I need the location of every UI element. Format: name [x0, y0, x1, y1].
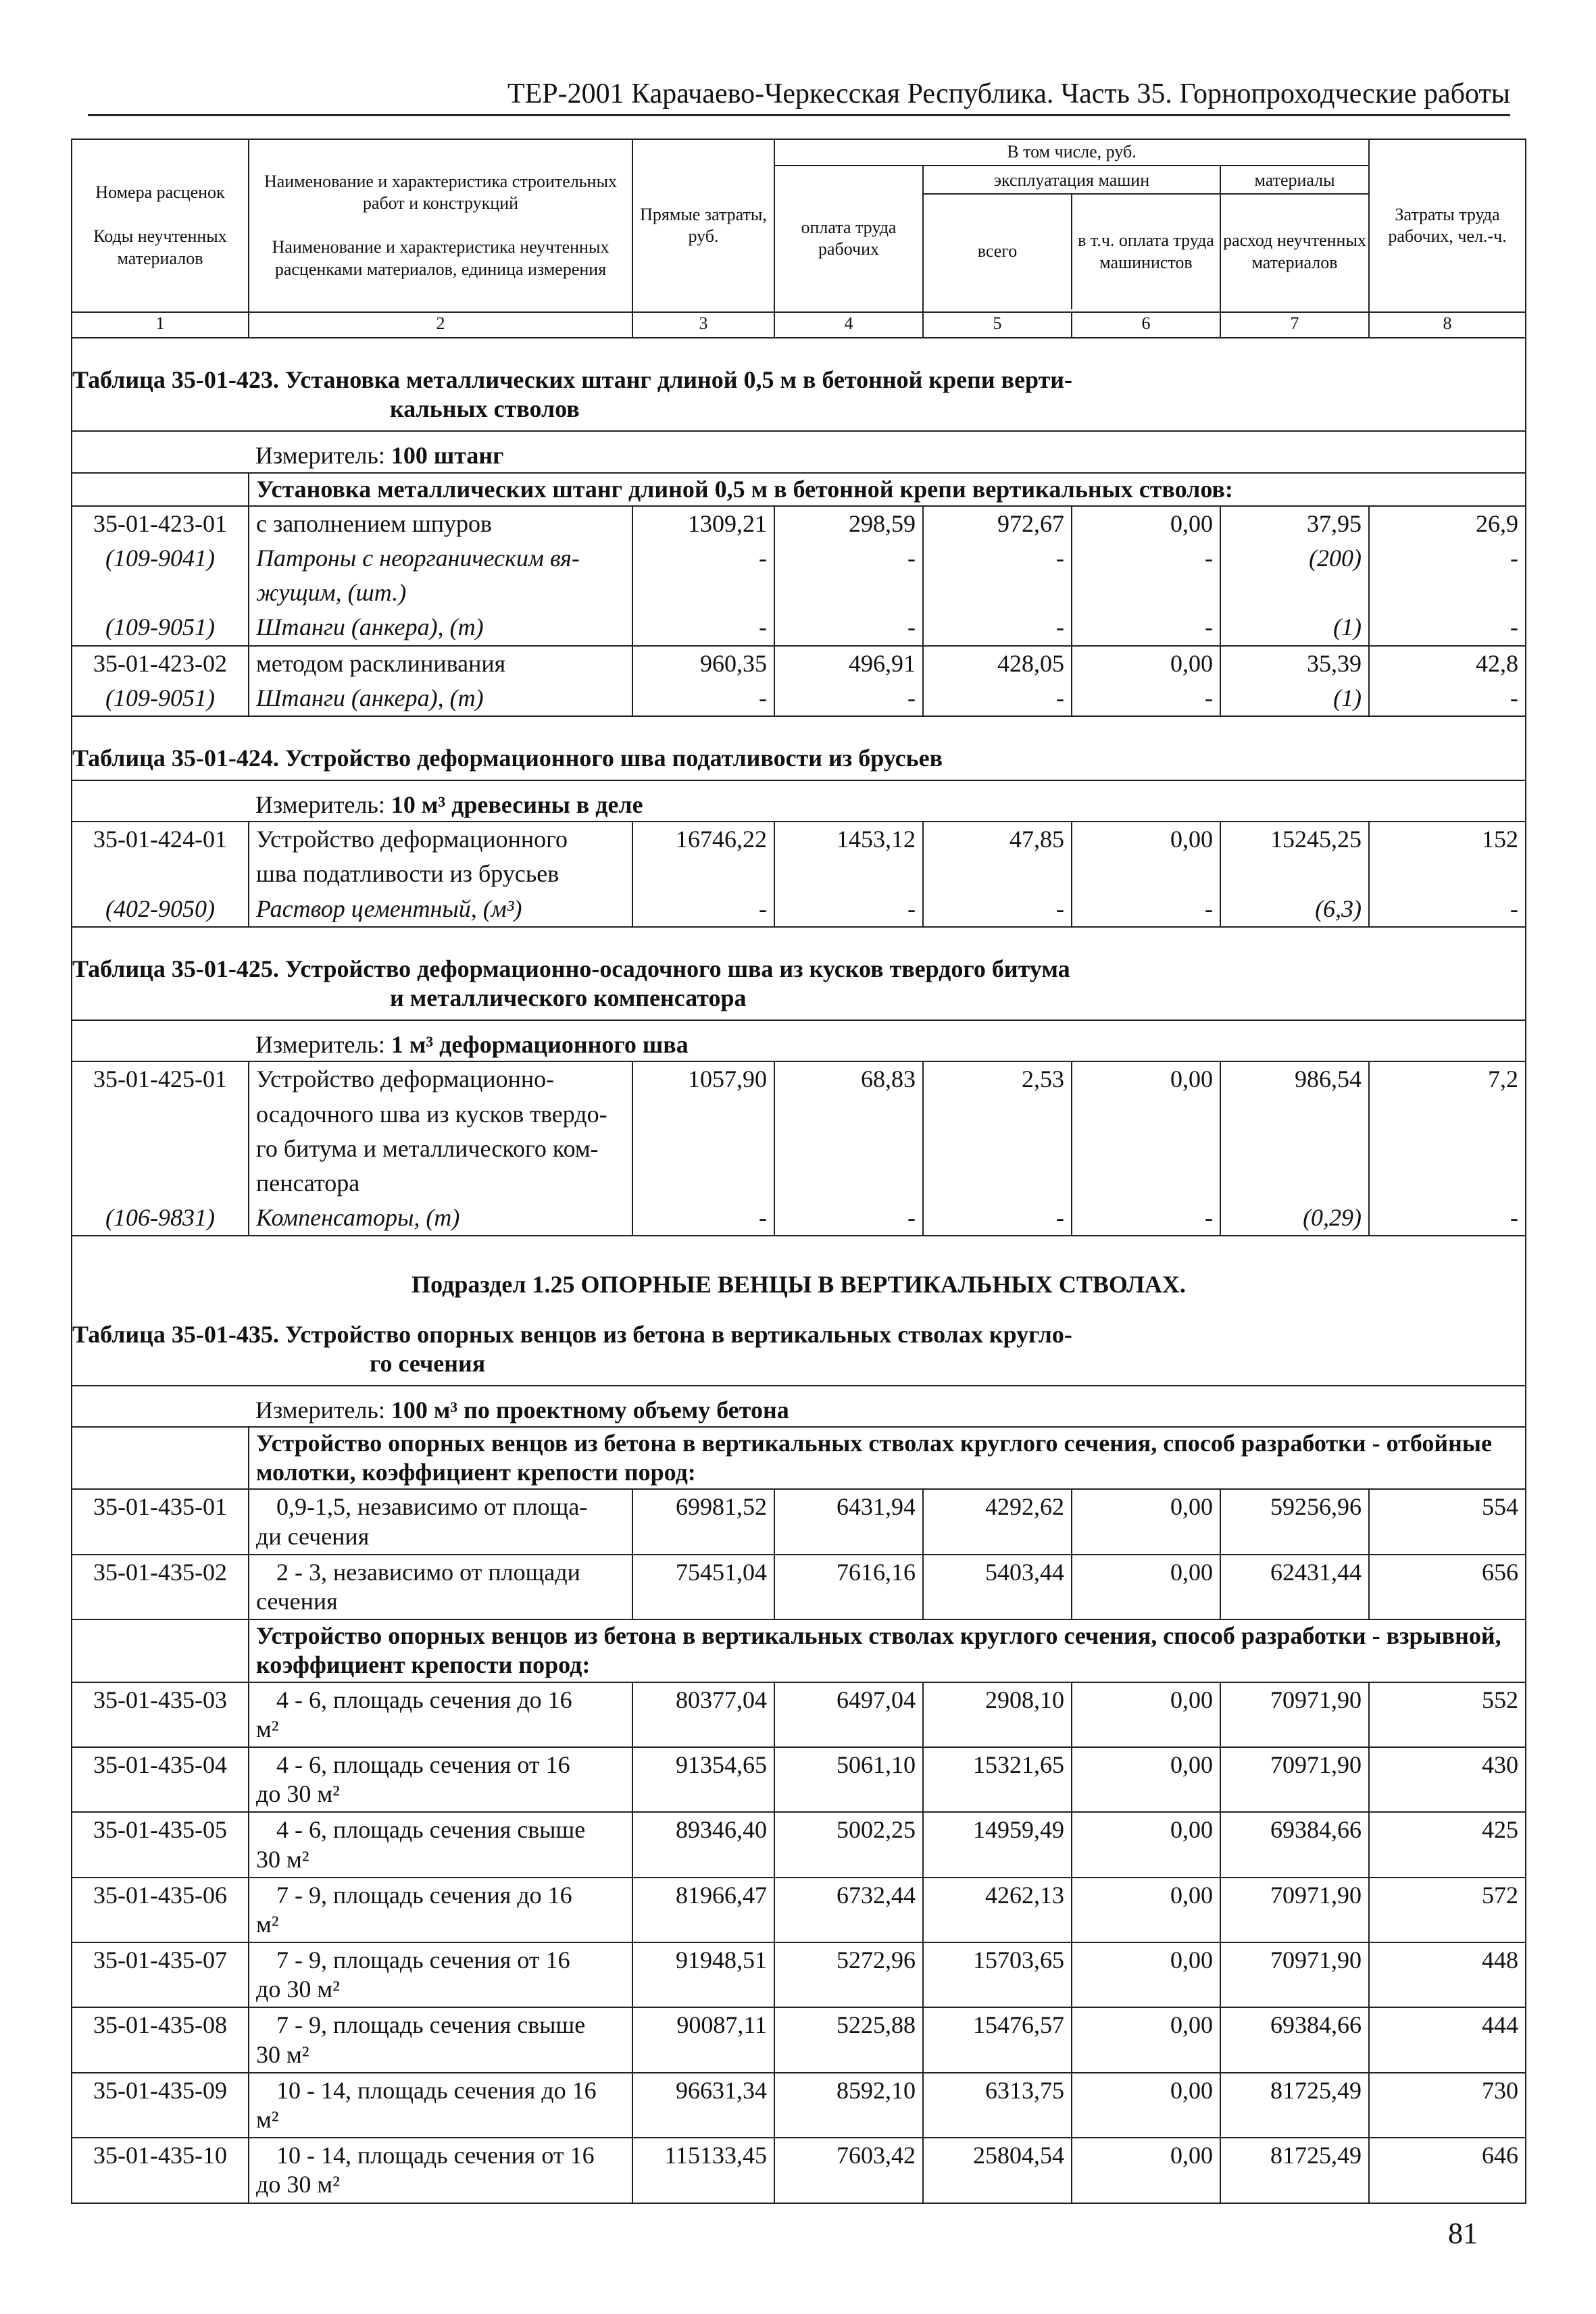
table-435-section-1: Устройство опорных венцов из бетона в вертикальных стволах круглого сечения, способ разработки - отбойные молотки, коэффициент крепости пород: [249, 1427, 1526, 1489]
row-value: 90087,11 [632, 2007, 774, 2072]
row-name: 7 - 9, площадь сечения от 16 до 30 м² [249, 1942, 632, 2007]
hdr-mat-exp: расход неучтенных материалов [1223, 230, 1366, 272]
hdr-incl: В том числе, руб. [774, 139, 1369, 166]
row-value: 4292,62 [923, 1489, 1072, 1554]
rates-table [71, 139, 1526, 2204]
row-value: 552 [1369, 1682, 1526, 1747]
table-row: (109-9051) Штанги (анкера), (т) - - - - (1) - [72, 610, 1526, 645]
row-value: 70971,90 [1220, 1747, 1369, 1812]
row-value: 0,00 [1072, 1555, 1220, 1619]
row-value: 15321,65 [923, 1747, 1072, 1812]
table-row: 35-01-423-01 с заполнением шпуров 1309,21 298,59 972,67 0,00 37,95 26,9 [72, 506, 1526, 541]
table-row: шва податливости из брусьев [72, 857, 1526, 891]
row-value: 5272,96 [774, 1942, 923, 2007]
row-name: 2 - 3, независимо от площади сечения [249, 1555, 632, 1619]
hdr-mach-wage: в т.ч. оплата труда машинистов [1078, 230, 1214, 272]
row-value: 7603,42 [774, 2138, 923, 2203]
table-row [72, 1747, 1526, 1812]
row-value: 5403,44 [923, 1555, 1072, 1619]
row-value: 0,00 [1072, 1682, 1220, 1747]
row-value: 554 [1369, 1489, 1526, 1554]
table-423-title: Таблица 35-01-423. Установка металлических штанг длиной 0,5 м в бетонной крепи верти- кальных стволов [72, 338, 1526, 431]
row-name: 4 - 6, площадь сечения до 16 м² [249, 1682, 632, 1747]
row-value: 89346,40 [632, 1812, 774, 1877]
row-value: 0,00 [1072, 2007, 1220, 2072]
row-value: 0,00 [1072, 2138, 1220, 2203]
table-row [72, 1682, 1526, 1747]
table-row: (106-9831) Компенсаторы, (т) - - - - (0,29) - [72, 1201, 1526, 1236]
row-value: 69384,66 [1220, 2007, 1369, 2072]
row-value: 69384,66 [1220, 1812, 1369, 1877]
row-value: 14959,49 [923, 1812, 1072, 1877]
row-code: 35-01-435-07 [72, 1942, 249, 2007]
row-code: 35-01-435-06 [72, 1878, 249, 1942]
row-code: 35-01-435-02 [72, 1555, 249, 1619]
hdr-labor: Затраты труда рабочих, чел.-ч. [1369, 139, 1526, 312]
row-value: 0,00 [1072, 2073, 1220, 2138]
table-row [72, 1489, 1526, 1554]
subsection-title: Подраздел 1.25 ОПОРНЫЕ ВЕНЦЫ В ВЕРТИКАЛЬНЫХ СТВОЛАХ. [72, 1236, 1526, 1313]
page-header: ТЕР-2001 Карачаево-Черкесская Республика. Часть 35. Горнопроходческие работы [88, 78, 1510, 116]
row-name: 4 - 6, площадь сечения свыше 30 м² [249, 1812, 632, 1877]
row-name: 0,9-1,5, независимо от площа- ди сечения [249, 1489, 632, 1554]
row-value: 91948,51 [632, 1942, 774, 2007]
row-name: 4 - 6, площадь сечения от 16 до 30 м² [249, 1747, 632, 1812]
hdr-codes: Номера расценок Коды неучтенных материалов [72, 139, 249, 312]
row-value: 81966,47 [632, 1878, 774, 1942]
column-numbers-row: 1 2 3 4 5 6 7 8 [72, 312, 1526, 338]
row-value: 70971,90 [1220, 1942, 1369, 2007]
row-value: 6313,75 [923, 2073, 1072, 2138]
row-value: 572 [1369, 1878, 1526, 1942]
hdr-direct: Прямые затраты, руб. [632, 139, 774, 312]
table-row: осадочного шва из кусков твердо- [72, 1097, 1526, 1132]
row-code: 35-01-435-04 [72, 1747, 249, 1812]
row-code: 35-01-435-05 [72, 1812, 249, 1877]
row-value: 62431,44 [1220, 1555, 1369, 1619]
row-value: 2908,10 [923, 1682, 1072, 1747]
row-value: 6732,44 [774, 1878, 923, 1942]
row-value: 430 [1369, 1747, 1526, 1812]
row-value: 6431,94 [774, 1489, 923, 1554]
row-value: 96631,34 [632, 2073, 774, 2138]
row-value: 7616,16 [774, 1555, 923, 1619]
table-435-title: Таблица 35-01-435. Устройство опорных венцов из бетона в вертикальных стволах кругло- го сечения [72, 1313, 1526, 1386]
row-value: 656 [1369, 1555, 1526, 1619]
table-row [72, 2007, 1526, 2072]
table-435-measure: Измеритель: 100 м³ по проектному объему бетона [249, 1386, 1526, 1427]
row-value: 0,00 [1072, 1942, 1220, 2007]
row-name: 10 - 14, площадь сечения до 16 м² [249, 2073, 632, 2138]
table-row [72, 1555, 1526, 1619]
table-row [72, 1878, 1526, 1942]
row-value: 6497,04 [774, 1682, 923, 1747]
table-435-section-2: Устройство опорных венцов из бетона в вертикальных стволах круглого сечения, способ разработки - взрывной, коэффициент крепости пород: [249, 1619, 1526, 1682]
row-value: 70971,90 [1220, 1878, 1369, 1942]
table-row: (402-9050) Раствор цементный, (м³) - - - - (6,3) - [72, 892, 1526, 927]
row-value: 0,00 [1072, 1812, 1220, 1877]
table-424-title: Таблица 35-01-424. Устройство деформационного шва податливости из брусьев [72, 716, 1526, 780]
row-code: 35-01-435-03 [72, 1682, 249, 1747]
table-425-measure: Измеритель: 1 м³ деформационного шва [249, 1020, 1526, 1061]
table-row: 35-01-423-02 методом расклинивания 960,35 496,91 428,05 0,00 35,39 42,8 [72, 646, 1526, 681]
row-code: 35-01-435-01 [72, 1489, 249, 1554]
hdr-materials: материалы [1221, 168, 1368, 195]
hdr-mach-total: всего [924, 195, 1072, 309]
row-code: 35-01-435-08 [72, 2007, 249, 2072]
row-value: 81725,49 [1220, 2138, 1369, 2203]
row-value: 444 [1369, 2007, 1526, 2072]
table-row: (109-9051) Штанги (анкера), (т) - - - - (1) - [72, 681, 1526, 716]
table-row: го битума и металлического ком- [72, 1132, 1526, 1166]
row-code: 35-01-435-10 [72, 2138, 249, 2203]
row-value: 15703,65 [923, 1942, 1072, 2007]
table-row [72, 1942, 1526, 2007]
table-row: 35-01-424-01 Устройство деформационного 16746,22 1453,12 47,85 0,00 15245,25 152 [72, 822, 1526, 857]
table-row: пенсатора [72, 1166, 1526, 1201]
row-value: 91354,65 [632, 1747, 774, 1812]
row-value: 730 [1369, 2073, 1526, 2138]
row-code: 35-01-435-09 [72, 2073, 249, 2138]
table-row: жущим, (шт.) [72, 576, 1526, 610]
row-name: 7 - 9, площадь сечения до 16 м² [249, 1878, 632, 1942]
row-value: 5002,25 [774, 1812, 923, 1877]
row-value: 448 [1369, 1942, 1526, 2007]
row-value: 8592,10 [774, 2073, 923, 2138]
table-423-section: Установка металлических штанг длиной 0,5 м в бетонной крепи вертикальных стволов: [249, 473, 1526, 506]
row-value: 4262,13 [923, 1878, 1072, 1942]
hdr-machines: эксплуатация машин [924, 168, 1220, 195]
row-value: 81725,49 [1220, 2073, 1369, 2138]
row-value: 5061,10 [774, 1747, 923, 1812]
row-value: 646 [1369, 2138, 1526, 2203]
header-row-1 [72, 139, 1526, 166]
hdr-names: Наименование и характеристика строительных работ и конструкций Наименование и характеристика неучтенных расценками материалов, единица измерения [249, 139, 632, 312]
page-number: 81 [1448, 2217, 1478, 2250]
row-value: 0,00 [1072, 1878, 1220, 1942]
table-row: (109-9041) Патроны с неорганическим вя- - - - - (200) - [72, 541, 1526, 576]
row-value: 80377,04 [632, 1682, 774, 1747]
table-row [72, 2138, 1526, 2203]
row-value: 15476,57 [923, 2007, 1072, 2072]
table-row [72, 1812, 1526, 1877]
table-425-title: Таблица 35-01-425. Устройство деформационно-осадочного шва из кусков твердого битума и металлического компенсатора [72, 927, 1526, 1020]
row-value: 0,00 [1072, 1489, 1220, 1554]
table-424-measure: Измеритель: 10 м³ древесины в деле [249, 780, 1526, 822]
row-value: 75451,04 [632, 1555, 774, 1619]
row-value: 59256,96 [1220, 1489, 1369, 1554]
row-value: 5225,88 [774, 2007, 923, 2072]
row-name: 7 - 9, площадь сечения свыше 30 м² [249, 2007, 632, 2072]
row-value: 25804,54 [923, 2138, 1072, 2203]
row-name: 10 - 14, площадь сечения от 16 до 30 м² [249, 2138, 632, 2203]
row-value: 70971,90 [1220, 1682, 1369, 1747]
table-row [72, 2073, 1526, 2138]
table-row: 35-01-425-01 Устройство деформационно- 1057,90 68,83 2,53 0,00 986,54 7,2 [72, 1061, 1526, 1097]
table-423-measure: Измеритель: 100 штанг [249, 431, 1526, 472]
row-value: 0,00 [1072, 1747, 1220, 1812]
row-value: 425 [1369, 1812, 1526, 1877]
row-value: 69981,52 [632, 1489, 774, 1554]
hdr-wage: оплата труда рабочих [774, 166, 923, 313]
row-value: 115133,45 [632, 2138, 774, 2203]
